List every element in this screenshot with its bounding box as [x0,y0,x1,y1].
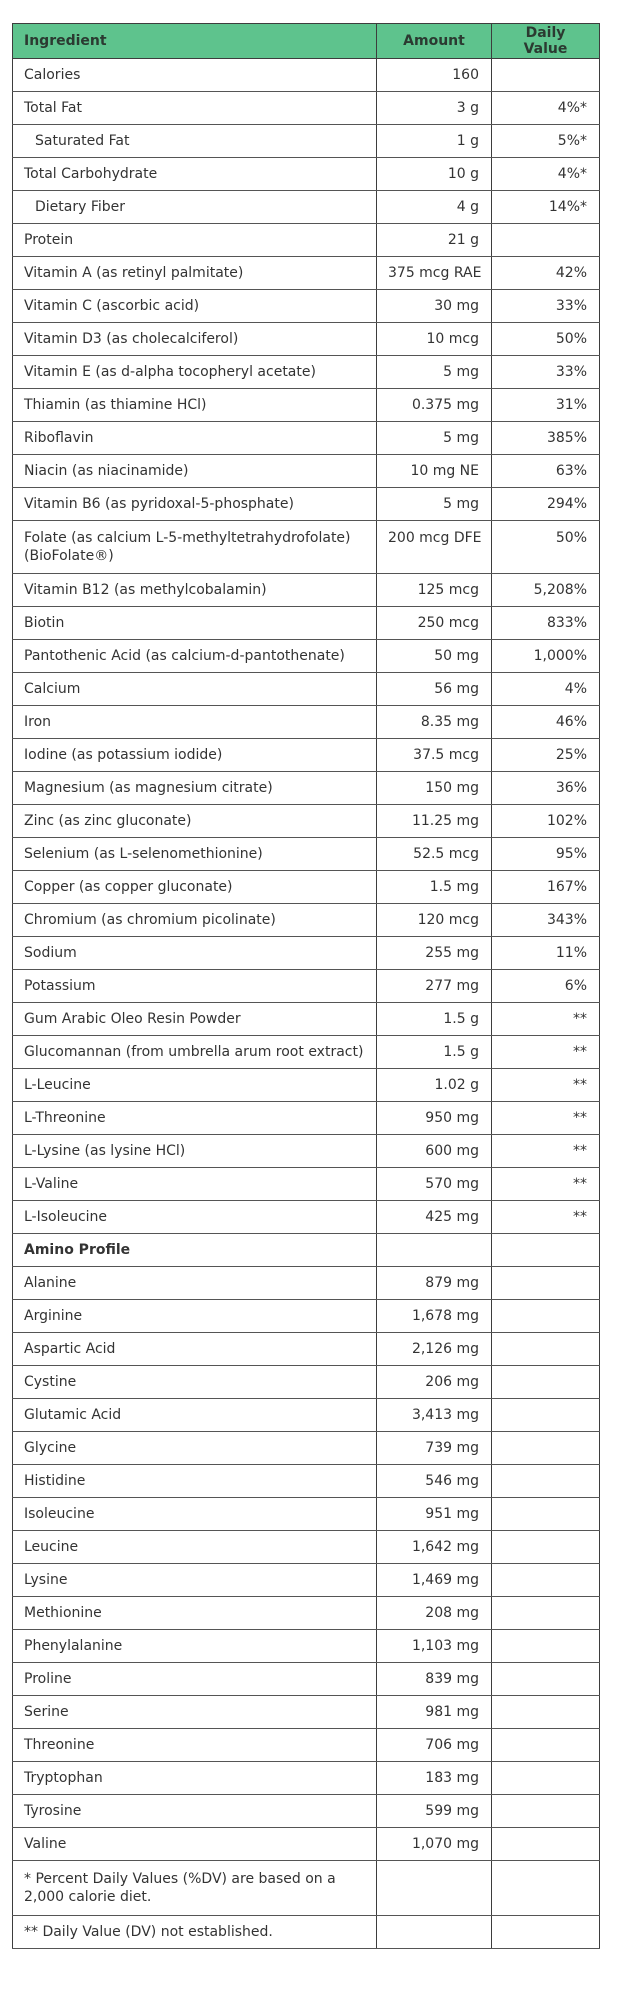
ingredient-name: Glutamic Acid [13,1399,377,1432]
ingredient-name: L-Lysine (as lysine HCl) [13,1135,377,1168]
ingredient-daily-value: 63% [492,455,600,488]
table-row [13,1300,600,1333]
footnote-not-established: ** Daily Value (DV) not established. [13,1916,377,1949]
table-row [13,607,600,640]
ingredient-name: L-Leucine [13,1069,377,1102]
footnote-percent-dv: * Percent Daily Values (%DV) are based on a 2,000 calorie diet. [13,1861,377,1916]
ingredient-daily-value: 4%* [492,158,600,191]
ingredient-daily-value: 102% [492,805,600,838]
ingredient-name: Glucomannan (from umbrella arum root extract) [13,1036,377,1069]
ingredient-amount: 5 mg [377,356,492,389]
footnote-spacer [492,1861,600,1916]
table-row [13,1168,600,1201]
ingredient-name: Saturated Fat [13,125,377,158]
table-row [13,521,600,574]
table-row [13,1828,600,1861]
ingredient-name: Magnesium (as magnesium citrate) [13,772,377,805]
ingredient-daily-value: 6% [492,970,600,1003]
ingredient-daily-value: 5,208% [492,574,600,607]
ingredient-name: Alanine [13,1267,377,1300]
table-row [13,640,600,673]
ingredient-amount: 125 mcg [377,574,492,607]
ingredient-amount: 56 mg [377,673,492,706]
ingredient-daily-value: 14%* [492,191,600,224]
ingredient-name: Aspartic Acid [13,1333,377,1366]
table-row [13,1498,600,1531]
ingredient-name: Valine [13,1828,377,1861]
ingredient-name: Copper (as copper gluconate) [13,871,377,904]
ingredient-amount [377,1234,492,1267]
ingredient-name: Pantothenic Acid (as calcium-d-pantothenate) [13,640,377,673]
ingredient-name: Potassium [13,970,377,1003]
ingredient-amount: 8.35 mg [377,706,492,739]
ingredient-daily-value [492,1267,600,1300]
table-row [13,970,600,1003]
table-row [13,290,600,323]
ingredient-name: Calcium [13,673,377,706]
table-row [13,1696,600,1729]
ingredient-amount: 21 g [377,224,492,257]
ingredient-amount: 5 mg [377,422,492,455]
ingredient-name: Dietary Fiber [13,191,377,224]
table-row [13,1597,600,1630]
table-row [13,1102,600,1135]
ingredient-daily-value [492,1333,600,1366]
ingredient-daily-value: 4% [492,673,600,706]
ingredient-amount: 30 mg [377,290,492,323]
ingredient-name: Glycine [13,1432,377,1465]
table-row [13,1795,600,1828]
ingredient-amount: 208 mg [377,1597,492,1630]
ingredient-amount: 599 mg [377,1795,492,1828]
table-row [13,1432,600,1465]
ingredient-name: Total Fat [13,92,377,125]
ingredient-daily-value: ** [492,1168,600,1201]
table-row [13,1003,600,1036]
table-row [13,323,600,356]
ingredient-amount: 255 mg [377,937,492,970]
ingredient-daily-value [492,1696,600,1729]
table-row [13,1399,600,1432]
ingredient-amount: 1,642 mg [377,1531,492,1564]
table-row [13,1663,600,1696]
table-row [13,1630,600,1663]
table-row [13,125,600,158]
supplement-facts-table-container [12,23,599,1949]
ingredient-name: Vitamin D3 (as cholecalciferol) [13,323,377,356]
ingredient-daily-value [492,1498,600,1531]
ingredient-amount: 1,678 mg [377,1300,492,1333]
table-row [13,1762,600,1795]
ingredient-amount: 1,469 mg [377,1564,492,1597]
ingredient-amount: 1.5 g [377,1036,492,1069]
ingredient-name: Selenium (as L-selenomethionine) [13,838,377,871]
ingredient-daily-value [492,1795,600,1828]
table-row [13,1564,600,1597]
table-row [13,1465,600,1498]
ingredient-amount: 120 mcg [377,904,492,937]
ingredient-name: Vitamin E (as d-alpha tocopheryl acetate) [13,356,377,389]
ingredient-amount: 3,413 mg [377,1399,492,1432]
ingredient-amount: 546 mg [377,1465,492,1498]
table-body [13,59,600,1861]
table-row [13,871,600,904]
table-row [13,1366,600,1399]
ingredient-name: Leucine [13,1531,377,1564]
ingredient-daily-value [492,224,600,257]
ingredient-amount: 2,126 mg [377,1333,492,1366]
ingredient-amount: 206 mg [377,1366,492,1399]
ingredient-daily-value [492,1828,600,1861]
footnote-row-percent-dv [13,1861,600,1916]
ingredient-name: L-Isoleucine [13,1201,377,1234]
ingredient-daily-value: 4%* [492,92,600,125]
ingredient-amount: 839 mg [377,1663,492,1696]
ingredient-daily-value: ** [492,1069,600,1102]
ingredient-daily-value: 33% [492,356,600,389]
ingredient-name: L-Threonine [13,1102,377,1135]
ingredient-name: Zinc (as zinc gluconate) [13,805,377,838]
ingredient-name: Vitamin A (as retinyl palmitate) [13,257,377,290]
table-row [13,224,600,257]
ingredient-daily-value: 33% [492,290,600,323]
ingredient-amount: 11.25 mg [377,805,492,838]
ingredient-name: Niacin (as niacinamide) [13,455,377,488]
table-row [13,1036,600,1069]
ingredient-name: Threonine [13,1729,377,1762]
ingredient-daily-value: ** [492,1102,600,1135]
ingredient-daily-value [492,1399,600,1432]
ingredient-amount: 52.5 mcg [377,838,492,871]
ingredient-amount: 1,103 mg [377,1630,492,1663]
table-row [13,257,600,290]
ingredient-daily-value: ** [492,1003,600,1036]
header-amount: Amount [377,24,492,59]
ingredient-amount: 200 mcg DFE [377,521,492,574]
section-header-row [13,1234,600,1267]
table-row [13,772,600,805]
header-daily-value: Daily Value [492,24,600,59]
ingredient-name: Thiamin (as thiamine HCl) [13,389,377,422]
table-row [13,158,600,191]
ingredient-name: Vitamin B6 (as pyridoxal-5-phosphate) [13,488,377,521]
ingredient-name: Vitamin B12 (as methylcobalamin) [13,574,377,607]
ingredient-daily-value: 167% [492,871,600,904]
ingredient-name: Sodium [13,937,377,970]
ingredient-amount: 10 mg NE [377,455,492,488]
ingredient-daily-value [492,1729,600,1762]
table-row [13,1531,600,1564]
table-row [13,356,600,389]
ingredient-name: Proline [13,1663,377,1696]
ingredient-amount: 739 mg [377,1432,492,1465]
table-row [13,1069,600,1102]
table-row [13,706,600,739]
ingredient-amount: 951 mg [377,1498,492,1531]
ingredient-daily-value: 385% [492,422,600,455]
ingredient-amount: 183 mg [377,1762,492,1795]
ingredient-daily-value [492,1762,600,1795]
ingredient-amount: 425 mg [377,1201,492,1234]
ingredient-name: Biotin [13,607,377,640]
table-row [13,673,600,706]
ingredient-amount: 600 mg [377,1135,492,1168]
ingredient-name: Phenylalanine [13,1630,377,1663]
ingredient-name: Histidine [13,1465,377,1498]
ingredient-daily-value [492,1366,600,1399]
ingredient-name: Gum Arabic Oleo Resin Powder [13,1003,377,1036]
ingredient-amount: 3 g [377,92,492,125]
ingredient-daily-value: 1,000% [492,640,600,673]
table-row [13,739,600,772]
table-row [13,904,600,937]
ingredient-name: Tyrosine [13,1795,377,1828]
ingredient-amount: 250 mcg [377,607,492,640]
ingredient-name: Total Carbohydrate [13,158,377,191]
table-header-row [13,24,600,59]
ingredient-daily-value: 46% [492,706,600,739]
ingredient-amount: 1,070 mg [377,1828,492,1861]
ingredient-name: Iodine (as potassium iodide) [13,739,377,772]
ingredient-amount: 879 mg [377,1267,492,1300]
footnote-spacer [492,1916,600,1949]
ingredient-name: Iron [13,706,377,739]
table-row [13,488,600,521]
ingredient-daily-value [492,1300,600,1333]
ingredient-amount: 1 g [377,125,492,158]
ingredient-amount: 706 mg [377,1729,492,1762]
ingredient-amount: 160 [377,59,492,92]
supplement-facts-table [12,23,600,1949]
ingredient-daily-value: 42% [492,257,600,290]
ingredient-name: Chromium (as chromium picolinate) [13,904,377,937]
ingredient-daily-value: 50% [492,521,600,574]
ingredient-amount: 570 mg [377,1168,492,1201]
header-ingredient: Ingredient [13,24,377,59]
ingredient-amount: 4 g [377,191,492,224]
ingredient-name: Riboflavin [13,422,377,455]
ingredient-daily-value [492,1531,600,1564]
table-row [13,574,600,607]
ingredient-name: Vitamin C (ascorbic acid) [13,290,377,323]
ingredient-amount: 1.5 g [377,1003,492,1036]
table-row [13,838,600,871]
table-row [13,1333,600,1366]
ingredient-amount: 10 mcg [377,323,492,356]
ingredient-daily-value [492,1465,600,1498]
table-row [13,191,600,224]
ingredient-amount: 375 mcg RAE [377,257,492,290]
ingredient-daily-value: 343% [492,904,600,937]
table-row [13,1267,600,1300]
ingredient-amount: 950 mg [377,1102,492,1135]
ingredient-amount: 1.02 g [377,1069,492,1102]
ingredient-name: Folate (as calcium L-5-methyltetrahydrofolate) (BioFolate®) [13,521,377,574]
ingredient-daily-value: 31% [492,389,600,422]
ingredient-daily-value: ** [492,1135,600,1168]
ingredient-daily-value [492,1432,600,1465]
ingredient-name: Isoleucine [13,1498,377,1531]
ingredient-name: Serine [13,1696,377,1729]
table-row [13,937,600,970]
ingredient-name: Tryptophan [13,1762,377,1795]
ingredient-daily-value [492,1663,600,1696]
ingredient-daily-value [492,59,600,92]
ingredient-amount: 150 mg [377,772,492,805]
ingredient-amount: 50 mg [377,640,492,673]
ingredient-name: Lysine [13,1564,377,1597]
ingredient-daily-value: 5%* [492,125,600,158]
ingredient-amount: 277 mg [377,970,492,1003]
ingredient-amount: 981 mg [377,1696,492,1729]
ingredient-amount: 37.5 mcg [377,739,492,772]
ingredient-daily-value: 95% [492,838,600,871]
table-row [13,1135,600,1168]
ingredient-name: Methionine [13,1597,377,1630]
ingredient-name: Calories [13,59,377,92]
ingredient-daily-value: ** [492,1201,600,1234]
ingredient-amount: 5 mg [377,488,492,521]
ingredient-daily-value [492,1564,600,1597]
ingredient-amount: 0.375 mg [377,389,492,422]
ingredient-daily-value: 25% [492,739,600,772]
ingredient-name: Arginine [13,1300,377,1333]
ingredient-amount: 1.5 mg [377,871,492,904]
table-row [13,59,600,92]
ingredient-daily-value: 50% [492,323,600,356]
ingredient-daily-value [492,1630,600,1663]
table-row [13,92,600,125]
ingredient-daily-value [492,1234,600,1267]
footnote-spacer [377,1861,492,1916]
table-row [13,455,600,488]
ingredient-daily-value [492,1597,600,1630]
footnote-spacer [377,1916,492,1949]
footnote-row-not-established [13,1916,600,1949]
table-row [13,1201,600,1234]
ingredient-daily-value: ** [492,1036,600,1069]
table-row [13,389,600,422]
table-row [13,1729,600,1762]
ingredient-name: L-Valine [13,1168,377,1201]
ingredient-name: Protein [13,224,377,257]
ingredient-daily-value: 11% [492,937,600,970]
ingredient-daily-value: 294% [492,488,600,521]
ingredient-amount: 10 g [377,158,492,191]
ingredient-name: Amino Profile [13,1234,377,1267]
table-row [13,422,600,455]
table-row [13,805,600,838]
ingredient-daily-value: 36% [492,772,600,805]
ingredient-name: Cystine [13,1366,377,1399]
ingredient-daily-value: 833% [492,607,600,640]
